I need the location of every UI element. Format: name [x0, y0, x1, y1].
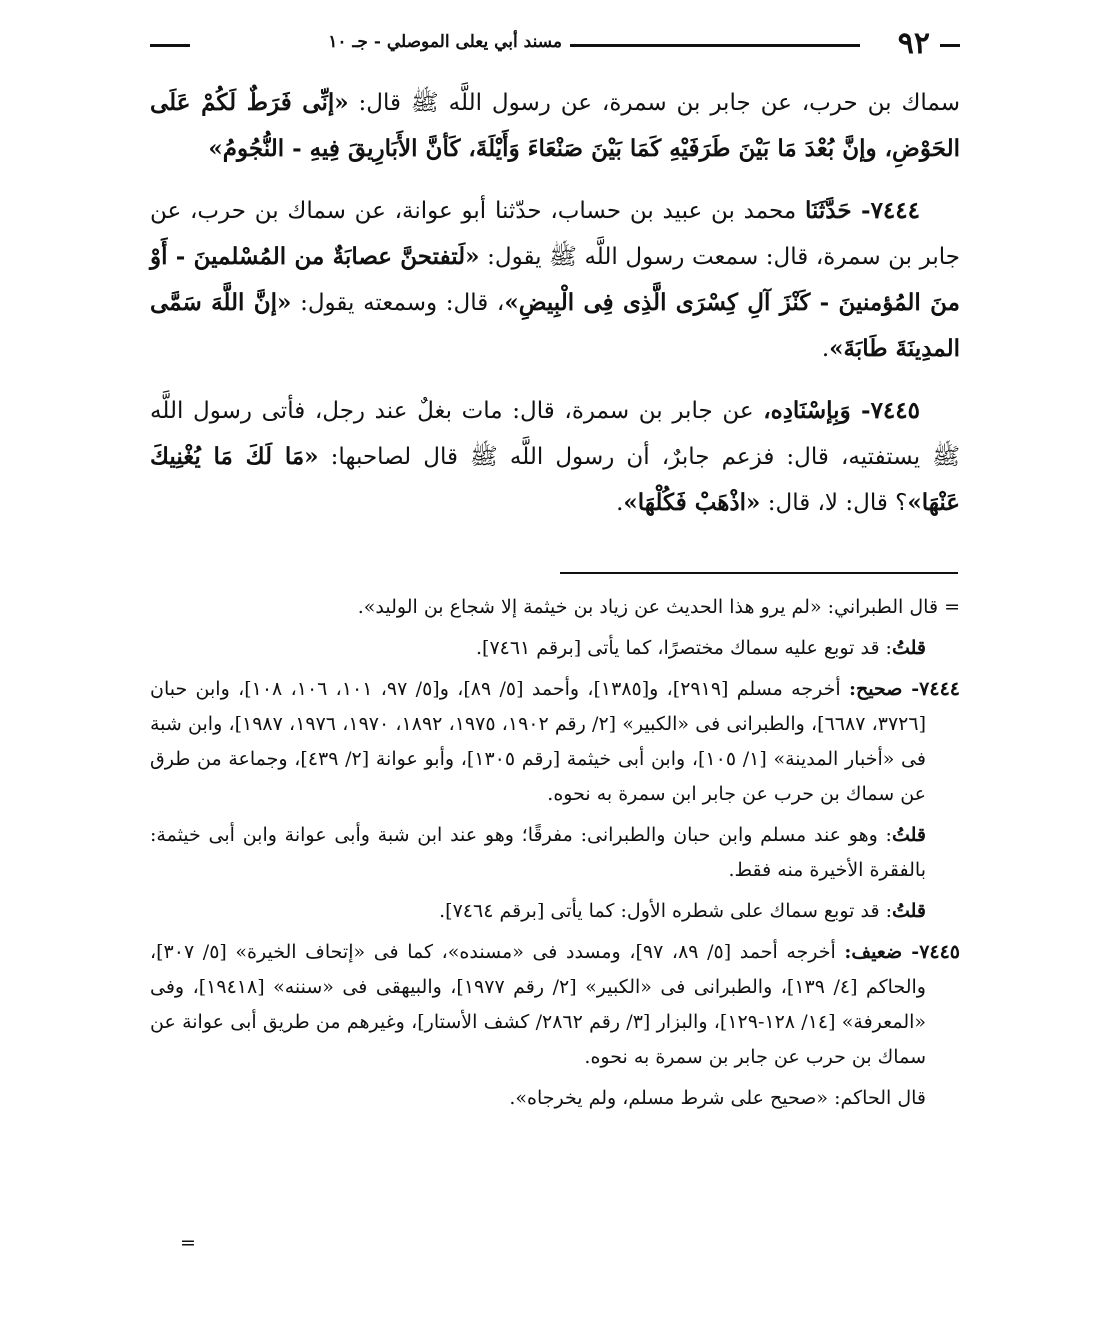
header-rule-end — [150, 44, 190, 47]
text: ، قال: وسمعته يقول: — [291, 290, 505, 316]
footnote-7445 — [150, 935, 960, 1075]
main-text — [150, 80, 960, 542]
hadith-7445 — [150, 388, 960, 526]
footnote-continuation: = قال الطبراني: «لم يرو هذا الحديث عن زياد بن خيثمة إلا شجاع بن الوليد». — [357, 596, 960, 618]
footnote-remark — [150, 631, 960, 666]
footnote-text: أخرجه مسلم [٢٩١٩]، و[١٣٨٥]، وأحمد [٥/ ٨٩]، و[٥/ ٩٧، ١٠١، ١٠٦، ١٠٨]، وابن حبان [٣٧٢٦، ٦٦٨٧]، والطبرانى فى «الكبير» [٢/ رقم ١٩٠٢، ١٩٧٥، ١٨٩٢، ١٩٧٠، ١٩٧٦، ١٩٨٧]، وابن شبة فى «أخبار المدينة» [١/ ١٠٥]، وابن أبى خيثمة [رقم ١٣٠٥]، وأبو عوانة [٢/ ٤٣٩]، وجماعة من طرق عن سماك بن حرب عن جابر ابن سمرة به نحوه. — [150, 678, 927, 805]
footnote-text: قال الحاكم: «صحيح على شرط مسلم، ولم يخرجاه». — [509, 1087, 926, 1109]
remark-text: : قد توبع سماك على شطره الأول: كما يأتى [برقم ٧٤٦٤]. — [439, 900, 892, 922]
footnote-text: أخرجه أحمد [٥/ ٨٩، ٩٧]، ومسدد فى «مسنده»، كما فى «إتحاف الخيرة» [٥/ ٣٠٧]، والحاكم [٤/ ١٣٩]، والطبرانى فى «الكبير» [٢/ رقم ١٩٧٧]، والبيهقى فى «سننه» [١٩٤١٨]، وفى «المعرفة» [١٤/ ١٢٨-١٢٩]، والبزار [٣/ رقم ٢٨٦٢/ كشف الأستار]، وغيرهم من طريق أبى عوانة عن سماك بن حرب عن جابر بن سمرة به نحوه. — [150, 941, 927, 1068]
remark-label: قلتُ — [891, 824, 926, 846]
remark-text: : قد توبع عليه سماك مختصرًا، كما يأتى [برقم ٧٤٦١]. — [475, 637, 892, 659]
hadith-number: ٧٤٤٤ — [870, 197, 920, 224]
paragraph-continuation — [150, 80, 960, 172]
text: سماك بن حرب، عن جابر بن سمرة، عن رسول اللَّه ﷺ قال: — [348, 90, 960, 116]
hadith-number: ٧٤٤٥ — [870, 397, 920, 424]
footnote-label: ٧٤٤٤- صحيح: — [848, 678, 960, 700]
hadith-lead: - وَبِإسْنَادِه، — [763, 397, 871, 424]
footnote-hakim — [150, 1081, 960, 1116]
footnote-remark — [150, 818, 960, 888]
hadith-quote: «إنِّى فَرَطٌ لَكُمْ عَلَى الحَوْضِ، وإنَّ بُعْدَ مَا بَيْنَ طَرَفَيْهِ كَمَا بَيْنَ صَنْعَاءَ وَأَيْلَةَ، كَأنَّ الأَبَارِيقَ فِيهِ - النُّجُومُ» — [150, 89, 960, 162]
text: محمد بن عبيد بن حساب، حدّثنا أبو عوانة، عن سماك بن حرب، عن جابر بن سمرة، قال: سمعت رسول اللَّه ﷺ يقول: — [150, 198, 960, 270]
remark-label: قلتُ — [891, 637, 926, 659]
hadith-quote: «اذْهَبْ فَكُلْهَا» — [623, 489, 761, 516]
footnote-7444 — [150, 672, 960, 812]
running-header — [150, 22, 960, 62]
header-rule — [570, 44, 860, 47]
footnote-separator — [560, 572, 958, 574]
hadith-quote: «مَا لَكَ مَا يُغْنِيكَ عَنْهَا» — [150, 443, 960, 516]
text: ؟ قال: لا، قال: — [760, 490, 908, 516]
hadith-quote: «إنَّ اللَّهَ سَمَّى المدِينَةَ طَابَةَ» — [150, 289, 960, 362]
text: . — [616, 490, 624, 516]
footnote-remark — [150, 894, 960, 929]
hadith-quote: «لَتفتحنَّ عصابَةٌ من المُسْلمينَ - أَوْ منَ المُؤمنينَ - كَنْزَ آلِ كِسْرَى الَّذِى فِى الْبِيضِ» — [150, 243, 960, 316]
footnotes — [150, 590, 961, 1254]
hadith-lead: - حَدَّثَنَا — [804, 197, 871, 224]
page-number: ٩٢ — [897, 26, 930, 61]
remark-text: : وهو عند مسلم وابن حبان والطبرانى: مفرقًا؛ وهو عند ابن شبة وأبى عوانة وابن أبى خيثمة: بالفقرة الأخيرة منه فقط. — [150, 824, 926, 881]
text: . — [821, 336, 830, 362]
header-dash — [940, 44, 960, 47]
remark-label: قلتُ — [891, 900, 926, 922]
hadith-7444 — [150, 188, 960, 372]
text: عن جابر بن سمرة، قال: مات بغلٌ عند رجل، فأتى رسول اللَّه ﷺ يستفتيه، قال: فزعم جابرٌ، أن رسول اللَّه ﷺ قال لصاحبها: — [150, 398, 960, 470]
header-title: مسند أبي يعلى الموصلي - جـ ١٠ — [328, 32, 562, 52]
continuation-mark: = — [180, 1232, 196, 1254]
footnote-label: ٧٤٤٥- ضعيف: — [844, 941, 961, 963]
